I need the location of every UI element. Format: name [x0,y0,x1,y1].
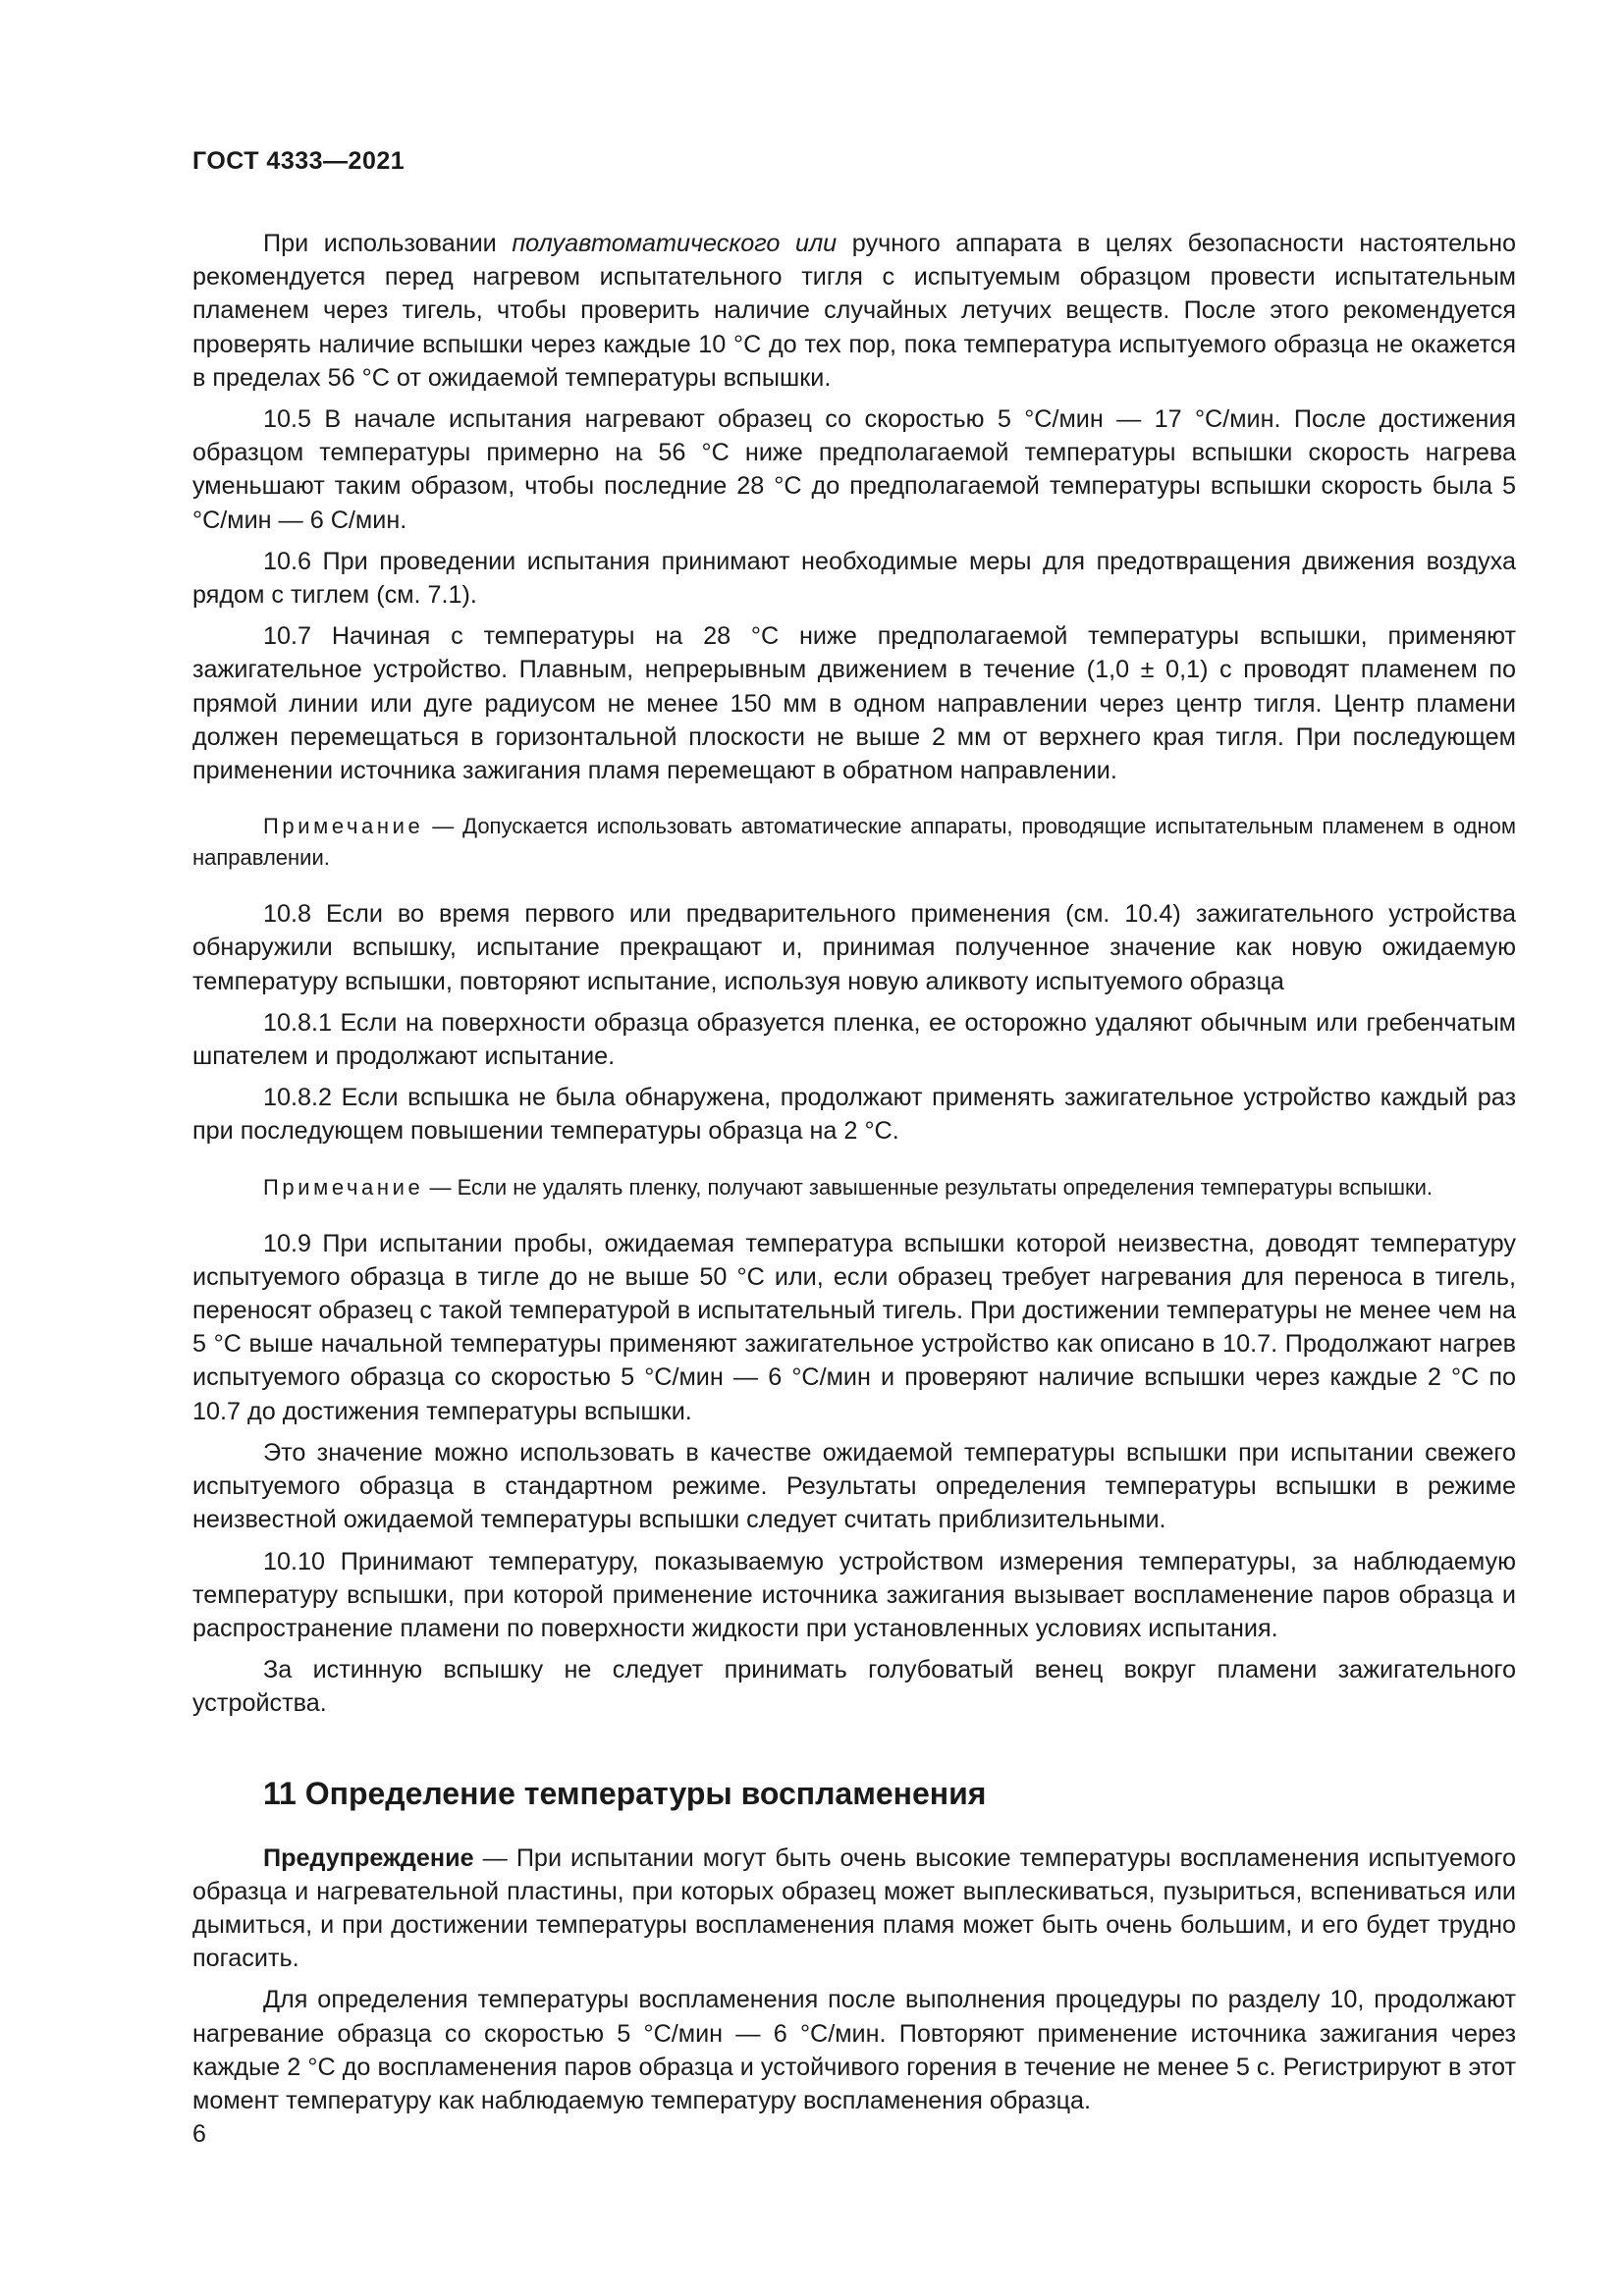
paragraph-10-8: 10.8 Если во время первого или предварительного применения (см. 10.4) зажигательного устройства обнаружили вспышку, испытание прекращают и, принимая полученное значение как новую ожидаемую температуру вспышки, повторяют испытание, используя новую аликвоту испытуемого образца [192,900,1516,995]
section-11-title: 11 Определение температуры воспламенения [263,1775,987,1811]
note-1 [192,811,1516,874]
warning-text: — При испытании могут быть очень высокие температуры воспламенения испытуемого образца и нагревательной пластины, при которых образец может выплескиваться, пузыриться, вспениваться или дымиться, и при достижении температуры воспламенения пламя может быть очень большим, и его будет трудно погасить. [192,1843,1516,1973]
paragraphs-a [192,227,1516,787]
note-2-label: Примечание [263,1174,424,1200]
paragraph-10-8-1: 10.8.1 Если на поверхности образца образуется пленка, ее осторожно удаляют обычным или гребенчатым шпателем и продолжают испытание. [192,1008,1516,1071]
paragraph-10-10-continued: За истинную вспышку не следует принимать голубоватый венец вокруг пламени зажигательного устройства. [192,1656,1516,1718]
section-11-warning [192,1842,1516,1976]
paragraph-10-4-continued: При использовании полуавтоматического или ручного аппарата в целях безопасности настоятельно рекомендуется перед нагревом испытательного тигля с испытуемым образцом провести испытательным пламенем через тигель, чтобы проверить наличие случайных летучих веществ. После этого рекомендуется проверять наличие вспышки через каждые 10 °С до тех пор, пока температура испытуемого образца не окажется в пределах 56 °С от ожидаемой температуры вспышки. [192,230,1517,392]
warning-label: Предупреждение [263,1843,474,1872]
section-11-paragraph: Для определения температуры воспламенения после выполнения процедуры по разделу 10, продолжают нагревание образца со скоростью 5 °С/мин — 6 °С/мин. Повторяют применение источника зажигания через каждые 2 °С до воспламенения паров образца и устойчивого горения в течение не менее 5 с. Регистрируют в этот момент температуру как наблюдаемую температуру воспламенения образца. [192,1986,1516,2114]
paragraphs-b [192,897,1516,1148]
paragraph-10-6: 10.6 При проведении испытания принимают необходимые меры для предотвращения движения воздуха рядом с тиглем (см. 7.1). [192,547,1516,610]
note-2 [192,1172,1516,1203]
note-1-text: — Допускается использовать автоматические аппараты, проводящие испытательным пламенем в одном направлении. [192,814,1516,871]
document-header: ГОСТ 4333—2021 [192,147,406,175]
paragraph-10-10: 10.10 Принимают температуру, показываемую устройством измерения температуры, за наблюдаемую температуру вспышки, при которой применение источника зажигания вызывает воспламенение паров образца и распространение пламени по поверхности жидкости при установленных условиях испытания. [192,1547,1516,1642]
paragraph-10-7: 10.7 Начиная с температуры на 28 °С ниже предполагаемой температуры вспышки, применяют зажигательное устройство. Плавным, непрерывным движением в течение (1,0 ± 0,1) с проводят пламенем по прямой линии или дуге радиусом не менее 150 мм в одном направлении через центр тигля. Центр пламени должен перемещаться в горизонтальной плоскости не выше 2 мм от верхнего края тигля. При последующем применении источника зажигания пламя перемещают в обратном направлении. [192,622,1516,785]
note-1-label: Примечание [263,814,424,839]
paragraph-10-9-continued: Это значение можно использовать в качестве ожидаемой температуры вспышки при испытании свежего испытуемого образца в стандартном режиме. Результаты определения температуры вспышки в режиме неизвестной ожидаемой температуры вспышки следует считать приблизительными. [192,1438,1516,1534]
document-page [192,147,1516,2117]
note-2-text: — Если не удалять пленку, получают завышенные результаты определения температуры вспышки. [423,1174,1433,1200]
paragraph-10-5: 10.5 В начале испытания нагревают образец со скоростью 5 °С/мин — 17 °С/мин. После достижения образцом температуры примерно на 56 °С ниже предполагаемой температуры вспышки скорость нагрева уменьшают таким образом, чтобы последние 28 °С до предполагаемой температуры вспышки скорость была 5 °С/мин — 6 С/мин. [192,405,1516,534]
section-11-body [192,1842,1516,2118]
page-number: 6 [192,2120,206,2148]
paragraphs-c [192,1227,1516,1721]
paragraph-10-9: 10.9 При испытании пробы, ожидаемая температура вспышки которой неизвестна, доводят температуру испытуемого образца в тигле до не выше 50 °С или, если образец требует нагревания для переноса в тигель, переносят образец с такой температурой в испытательный тигель. При достижении температуры не менее чем на 5 °С выше начальной температуры применяют зажигательное устройство как описано в 10.7. Продолжают нагрев испытуемого образца со скоростью 5 °С/мин — 6 °С/мин и проверяют наличие вспышки через каждые 2 °С по 10.7 до достижения температуры вспышки. [192,1229,1516,1425]
paragraph-10-8-2: 10.8.2 Если вспышка не была обнаружена, продолжают применять зажигательное устройство каждый раз при последующем повышении температуры образца на 2 °С. [192,1084,1516,1146]
